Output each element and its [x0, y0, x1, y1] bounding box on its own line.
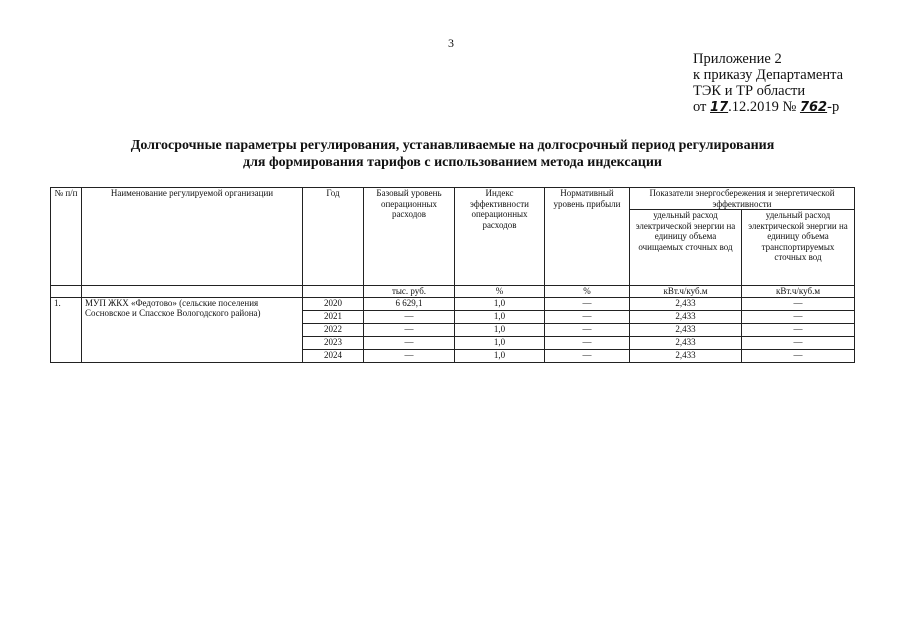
order-number: 762 [799, 100, 828, 115]
cell-base: — [364, 336, 455, 349]
appendix-line-2: к приказу Департамента [693, 67, 844, 83]
appendix-line-3: ТЭК и ТР области [693, 83, 806, 99]
appendix-line-1: Приложение 2 [693, 51, 782, 67]
table-row [51, 297, 855, 310]
cell-base: — [364, 349, 455, 362]
cell-profit: — [545, 297, 630, 310]
header-row-1 [51, 188, 855, 210]
cell-energy1: 2,433 [630, 336, 742, 349]
cell-energy2: — [742, 323, 855, 336]
cell-profit: — [545, 323, 630, 336]
date-rest: .12.2019 № [728, 99, 797, 115]
cell-energy2: — [742, 349, 855, 362]
title-line-2: для формирования тарифов с использованием метода индексации [242, 155, 662, 170]
cell-energy1: 2,433 [630, 349, 742, 362]
header-index: Индекс эффективности операционных расходов [455, 188, 545, 286]
page-number: 3 [448, 36, 454, 50]
cell-energy2: — [742, 297, 855, 310]
unit-index: % [455, 286, 545, 298]
cell-index: 1,0 [455, 349, 545, 362]
cell-energy2: — [742, 336, 855, 349]
cell-energy2: — [742, 310, 855, 323]
cell-year: 2021 [303, 310, 364, 323]
parameters-table [50, 187, 855, 363]
cell-energy1: 2,433 [630, 297, 742, 310]
cell-profit: — [545, 349, 630, 362]
cell-year: 2022 [303, 323, 364, 336]
appendix-block [693, 51, 843, 116]
header-energy2: удельный расход электрической энергии на единицу объема транспортируемых сточных вод [742, 210, 855, 286]
cell-index: 1,0 [455, 297, 545, 310]
cell-profit: — [545, 336, 630, 349]
date-day: 17 [710, 100, 729, 115]
cell-base: — [364, 323, 455, 336]
cell-year: 2020 [303, 297, 364, 310]
cell-index: 1,0 [455, 323, 545, 336]
header-energy-group: Показатели энергосбережения и энергетической эффективности [630, 188, 855, 210]
org-num: 1. [51, 297, 82, 362]
order-suffix: -р [827, 99, 840, 115]
cell-index: 1,0 [455, 336, 545, 349]
org-name: МУП ЖКХ «Федотово» (сельские поселения Сосновское и Спасское Вологодского района) [82, 297, 303, 362]
unit-base: тыс. руб. [364, 286, 455, 298]
cell-year: 2023 [303, 336, 364, 349]
cell-base: — [364, 310, 455, 323]
unit-energy1: кВт.ч/куб.м [630, 286, 742, 298]
cell-energy1: 2,433 [630, 323, 742, 336]
cell-profit: — [545, 310, 630, 323]
document-title [60, 137, 845, 171]
cell-energy1: 2,433 [630, 310, 742, 323]
appendix-date-line [693, 99, 843, 116]
header-num: № п/п [51, 188, 82, 286]
header-energy1: удельный расход электрической энергии на единицу объема очищаемых сточных вод [630, 210, 742, 286]
header-profit: Нормативный уровень прибыли [545, 188, 630, 286]
header-year: Год [303, 188, 364, 286]
cell-base: 6 629,1 [364, 297, 455, 310]
cell-year: 2024 [303, 349, 364, 362]
header-org: Наименование регулируемой организации [82, 188, 303, 286]
unit-energy2: кВт.ч/куб.м [742, 286, 855, 298]
unit-profit: % [545, 286, 630, 298]
date-prefix: от [693, 99, 707, 115]
cell-index: 1,0 [455, 310, 545, 323]
header-base: Базовый уровень операционных расходов [364, 188, 455, 286]
title-line-1: Долгосрочные параметры регулирования, устанавливаемые на долгосрочный период регулирования [130, 138, 775, 153]
units-row [51, 286, 855, 298]
